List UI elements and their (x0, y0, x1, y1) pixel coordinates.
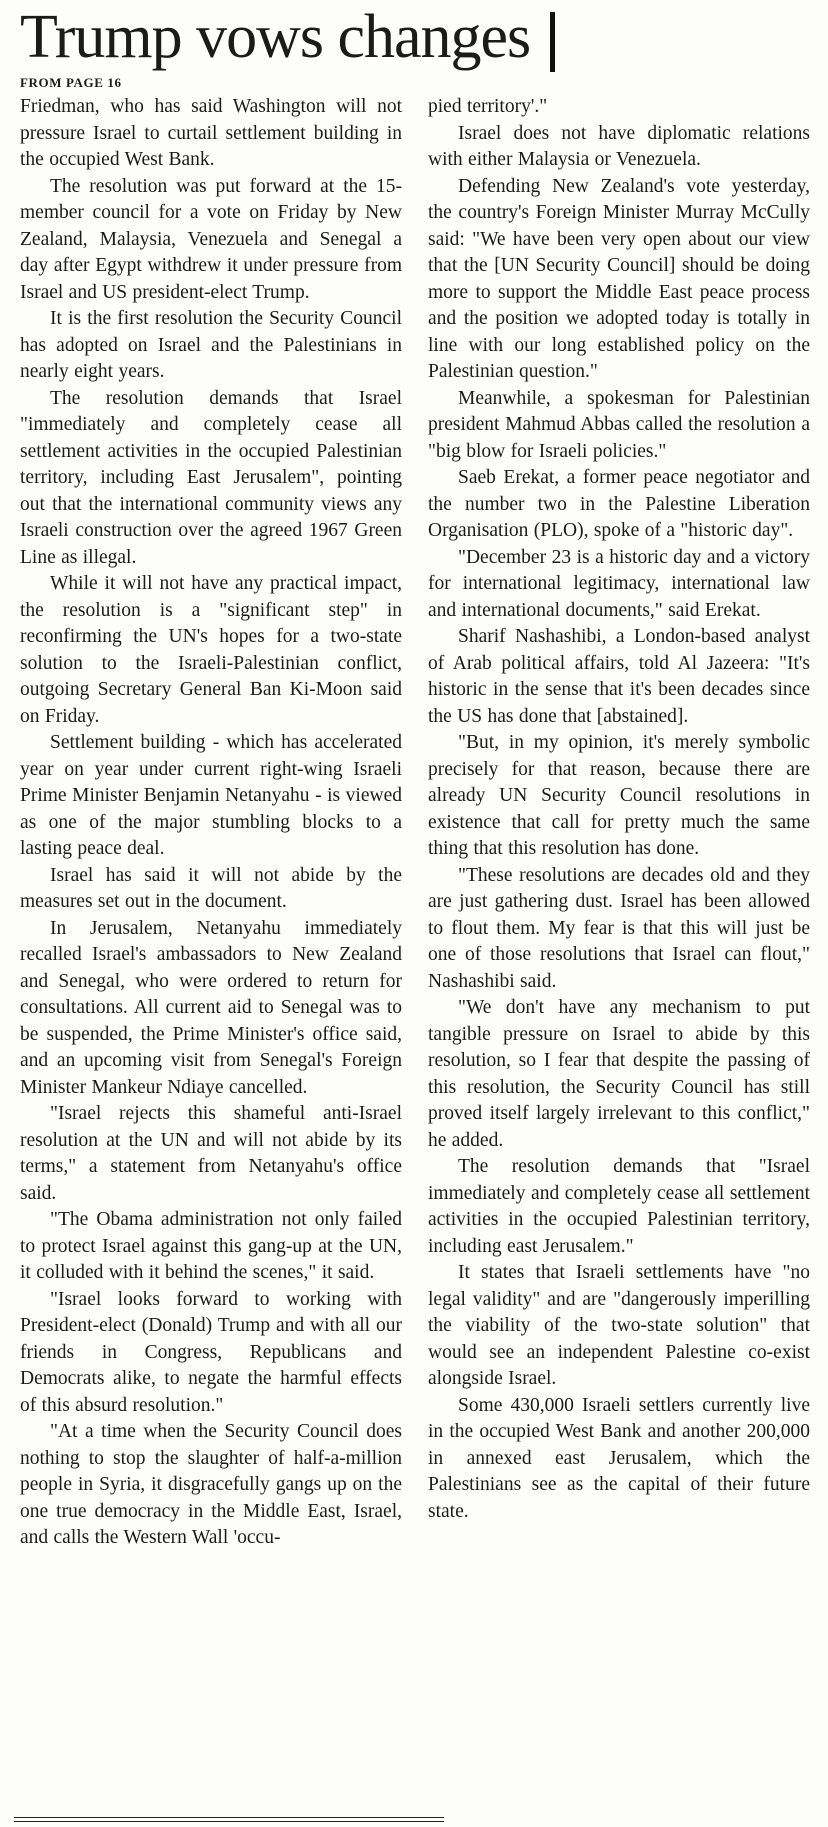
article-paragraph: "The Obama administration not only failed to protect Israel against this gang-up at the UN, it colluded with it behind the scenes," it said. (20, 1209, 402, 1283)
article-paragraph: Friedman, who has said Washington will not pressure Israel to curtail settlement building in the occupied West Bank. (20, 96, 402, 170)
article-paragraph: Saeb Erekat, a former peace negotiator and the number two in the Palestine Liberation Organisation (PLO), spoke of a "historic day". (428, 467, 810, 541)
article-paragraph: Israel does not have diplomatic relations with either Malaysia or Venezuela. (428, 122, 810, 170)
article-paragraph: "These resolutions are decades old and they are just gathering dust. Israel has been allowed to flout them. My fear is that this will just be one of those resolutions that Israel can flout," Nashashibi said. (428, 864, 810, 992)
article-paragraph: The resolution was put forward at the 15-member council for a vote on Friday by New Zealand, Malaysia, Venezuela and Senegal a day after Egypt withdrew it under pressure from Israel and US president-elect Trump. (20, 175, 402, 303)
article-paragraph: "Israel looks forward to working with President-elect (Donald) Trump and with all our friends in Congress, Republicans and Democrats alike, to negate the harmful effects of this absurd resolution." (20, 1288, 402, 1416)
article-paragraph: Meanwhile, a spokesman for Palestinian president Mahmud Abbas called the resolution a "big blow for Israeli policies." (428, 387, 810, 462)
article-paragraph: "December 23 is a historic day and a victory for international legitimacy, international law and international documents," said Erekat. (428, 546, 810, 621)
article-paragraph: "But, in my opinion, it's merely symbolic precisely for that reason, because there are already UN Security Council resolutions in existence that call for pretty much the same thing that this resolution has done. (428, 732, 810, 859)
article-body (20, 94, 810, 1552)
headline-divider-rule (550, 12, 555, 72)
article-paragraph: Settlement building - which has accelerated year on year under current right-wing Israeli Prime Minister Benjamin Netanyahu - is viewed as one of the major stumbling blocks to a lasting peace deal. (20, 732, 402, 859)
headline-row (20, 4, 810, 72)
article-paragraph: pied territory'." (428, 96, 548, 117)
left-column (20, 94, 402, 1552)
article-paragraph: "At a time when the Security Council does nothing to stop the slaughter of half-a-million people in Syria, it disgracefully gangs up on the one true democracy in the Middle East, Israel, and calls the Western Wall 'occu- (20, 1421, 402, 1548)
headline: Trump vows changes (20, 3, 531, 71)
article-paragraph: It states that Israeli settlements have "no legal validity" and are "dangerously imperilling the viability of the two-state solution" that would see an independent Palestine co-exist alongside Israel. (428, 1262, 810, 1389)
article-paragraph: Defending New Zealand's vote yesterday, the country's Foreign Minister Murray McCully said: "We have been very open about our view that the [UN Security Council] should be doing more to support the Middle East peace process and the position we adopted today is totally in line with our long established policy on the Palestinian question." (428, 175, 810, 382)
article-paragraph: Israel has said it will not abide by the measures set out in the document. (20, 864, 402, 912)
article-paragraph: It is the first resolution the Security Council has adopted on Israel and the Palestinians in nearly eight years. (20, 308, 402, 382)
right-column (428, 94, 810, 1552)
article-paragraph: "We don't have any mechanism to put tangible pressure on Israel to abide by this resolution, so I fear that despite the passing of this resolution, the Security Council has still proved itself largely irrelevant to this conflict," he added. (428, 997, 810, 1151)
article-paragraph: The resolution demands that Israel "immediately and completely cease all settlement activities in the occupied Palestinian territory, including East Jerusalem", pointing out that the international community views any Israeli construction over the agreed 1967 Green Line as illegal. (20, 387, 402, 568)
article-paragraph: "Israel rejects this shameful anti-Israel resolution at the UN and will not abide by its terms," a statement from Netanyahu's office said. (20, 1103, 402, 1204)
continued-from-kicker: FROM PAGE 16 (20, 75, 122, 90)
article-paragraph: Some 430,000 Israeli settlers currently live in the occupied West Bank and another 200,000 in annexed east Jerusalem, which the Palestinians see as the capital of their future state. (428, 1394, 810, 1522)
article-paragraph: The resolution demands that "Israel immediately and completely cease all settlement activities in the occupied Palestinian territory, including east Jerusalem." (428, 1156, 810, 1257)
article-paragraph: In Jerusalem, Netanyahu immediately recalled Israel's ambassadors to New Zealand and Senegal, who were ordered to return for consultations. All current aid to Senegal was to be suspended, the Prime Minister's office said, and an upcoming visit from Senegal's Foreign Minister Mankeur Ndiaye cancelled. (20, 917, 402, 1098)
article-paragraph: Sharif Nashashibi, a London-based analyst of Arab political affairs, told Al Jazeera: "It's historic in the sense that it's been decades since the US has done that [abstained]. (428, 626, 810, 727)
article-paragraph: While it will not have any practical impact, the resolution is a "significant step" in reconfirming the UN's hopes for a two-state solution to the Israeli-Palestinian conflict, outgoing Secretary General Ban Ki-Moon said on Friday. (20, 573, 402, 727)
bottom-double-rule (14, 1817, 444, 1822)
